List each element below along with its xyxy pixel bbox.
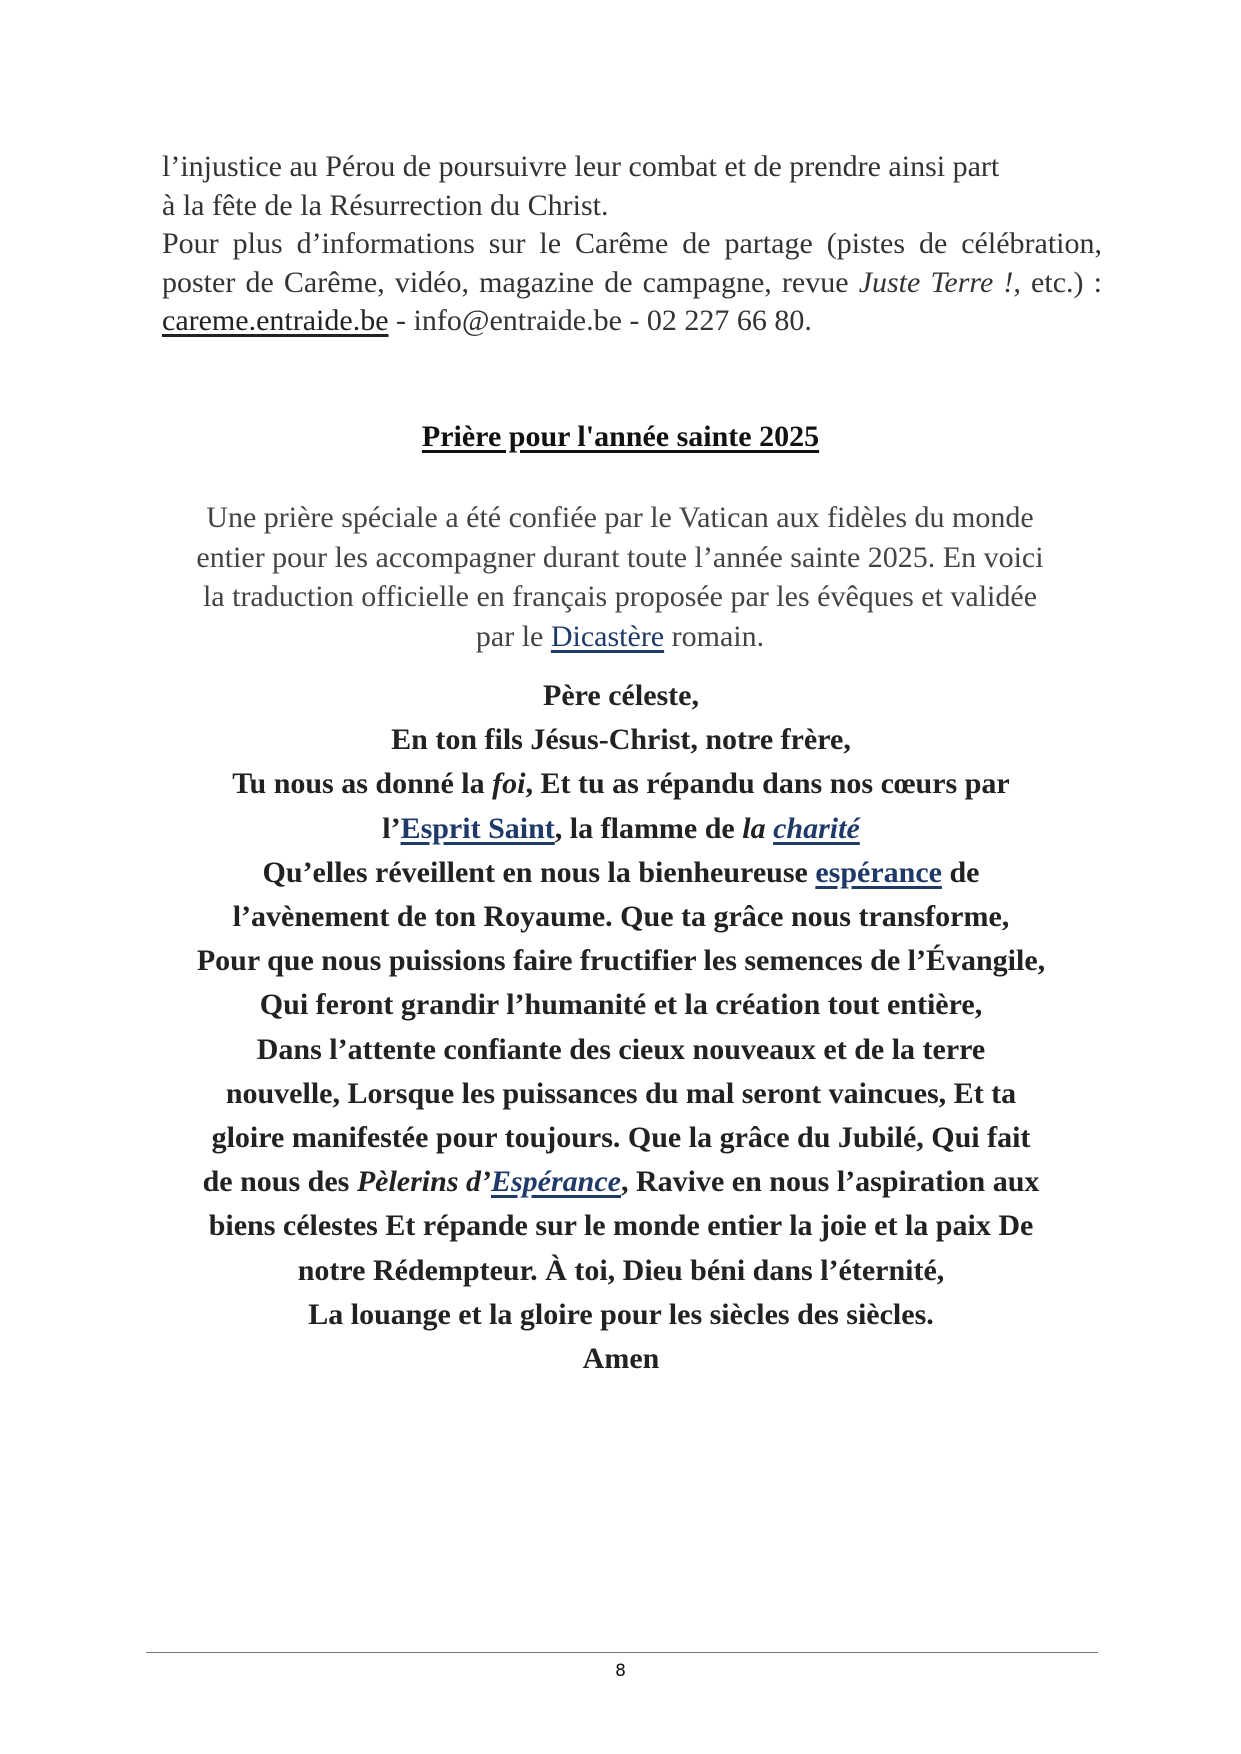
prayer-line: Père céleste,	[543, 679, 699, 712]
intro-paragraph	[140, 498, 1100, 656]
page-number: 8	[615, 1661, 626, 1681]
prayer-line: La louange et la gloire pour les siècles des siècles.	[308, 1297, 934, 1331]
prayer-text-span: Qu’elles réveillent en nous la bienheureuse	[262, 855, 816, 889]
paragraph-continuation	[162, 148, 1102, 225]
prayer-line	[140, 762, 1102, 806]
prayer-line: gloire manifestée pour toujours. Que la grâce du Jubilé, Qui fait	[211, 1121, 1031, 1155]
prayer-text-span: Tu nous as donné la	[232, 767, 493, 801]
prayer-text-span: , Et tu as répandu dans nos cœurs par	[525, 767, 1010, 801]
info-text: Pour plus d’informations sur le Carême de partage (pistes de célébration, poster de Carême, vidéo, magazine de campagne, revue	[162, 227, 1102, 299]
prayer-line: l’avènement de ton Royaume. Que ta grâce nous transforme,	[232, 900, 1010, 934]
foi-word: foi	[492, 767, 526, 801]
intro-line: entier pour les accompagner durant toute l’année sainte 2025. En voici	[196, 540, 1044, 574]
prayer-line	[140, 851, 1102, 895]
prayer-text	[140, 674, 1102, 1381]
prayer-line: En ton fils Jésus-Christ, notre frère,	[391, 723, 851, 757]
prayer-line: Qui feront grandir l’humanité et la création tout entière,	[259, 988, 983, 1022]
prayer-line: Dans l’attente confiante des cieux nouveaux et de la terre	[256, 1032, 986, 1066]
prayer-text-span: , Ravive en nous l’aspiration aux	[620, 1165, 1040, 1199]
prayer-italic-span: la	[742, 811, 766, 845]
esprit-saint-link[interactable]: Esprit Saint	[400, 811, 555, 845]
prayer-line	[140, 807, 1102, 851]
prayer-text-span: de nous des	[202, 1165, 357, 1199]
prayer-text-span: l’	[382, 811, 401, 845]
paragraph-info	[162, 225, 1102, 341]
esperance-link[interactable]: espérance	[815, 855, 942, 889]
section-heading	[0, 418, 1241, 456]
intro-line: la traduction officielle en français proposée par les évêques et validée	[202, 580, 1038, 613]
pelerins-italic: Pèlerins d’	[356, 1165, 491, 1199]
dicastere-link[interactable]: Dicastère	[550, 619, 665, 653]
prayer-line: biens célestes Et répande sur le monde entier la joie et la paix De	[208, 1209, 1034, 1243]
paragraph-line: à la fête de la Résurrection du Christ.	[162, 188, 609, 222]
heading-text: Prière pour l'année sainte 2025	[421, 420, 820, 453]
prayer-text-span	[766, 812, 774, 845]
prayer-amen: Amen	[582, 1342, 660, 1376]
body-text-block	[162, 148, 1102, 341]
intro-line	[140, 617, 1100, 657]
prayer-line	[140, 1160, 1102, 1204]
intro-text: par le	[475, 619, 551, 653]
intro-text: romain.	[664, 619, 765, 653]
prayer-text-span: , la flamme de	[554, 811, 743, 845]
prayer-line: nouvelle, Lorsque les puissances du mal seront vaincues, Et ta	[225, 1076, 1017, 1110]
esperance-link-2[interactable]: Espérance	[490, 1165, 621, 1199]
careme-link[interactable]: careme.entraide.be	[162, 304, 389, 337]
charite-link[interactable]: charité	[773, 811, 860, 845]
magazine-title: Juste Terre !,	[858, 265, 1021, 299]
footer-divider	[146, 1652, 1098, 1653]
paragraph-line: l’injustice au Pérou de poursuivre leur combat et de prendre ainsi part	[162, 150, 1000, 183]
intro-line: Une prière spéciale a été confiée par le Vatican aux fidèles du monde	[206, 501, 1034, 534]
prayer-line: Pour que nous puissions faire fructifier les semences de l’Évangile,	[196, 944, 1046, 978]
contact-text: - info@entraide.be - 02 227 66 80.	[388, 304, 812, 337]
prayer-text-span: de	[941, 855, 980, 889]
prayer-line: notre Rédempteur. À toi, Dieu béni dans l’éternité,	[297, 1253, 945, 1287]
info-text: etc.) :	[1020, 265, 1102, 299]
